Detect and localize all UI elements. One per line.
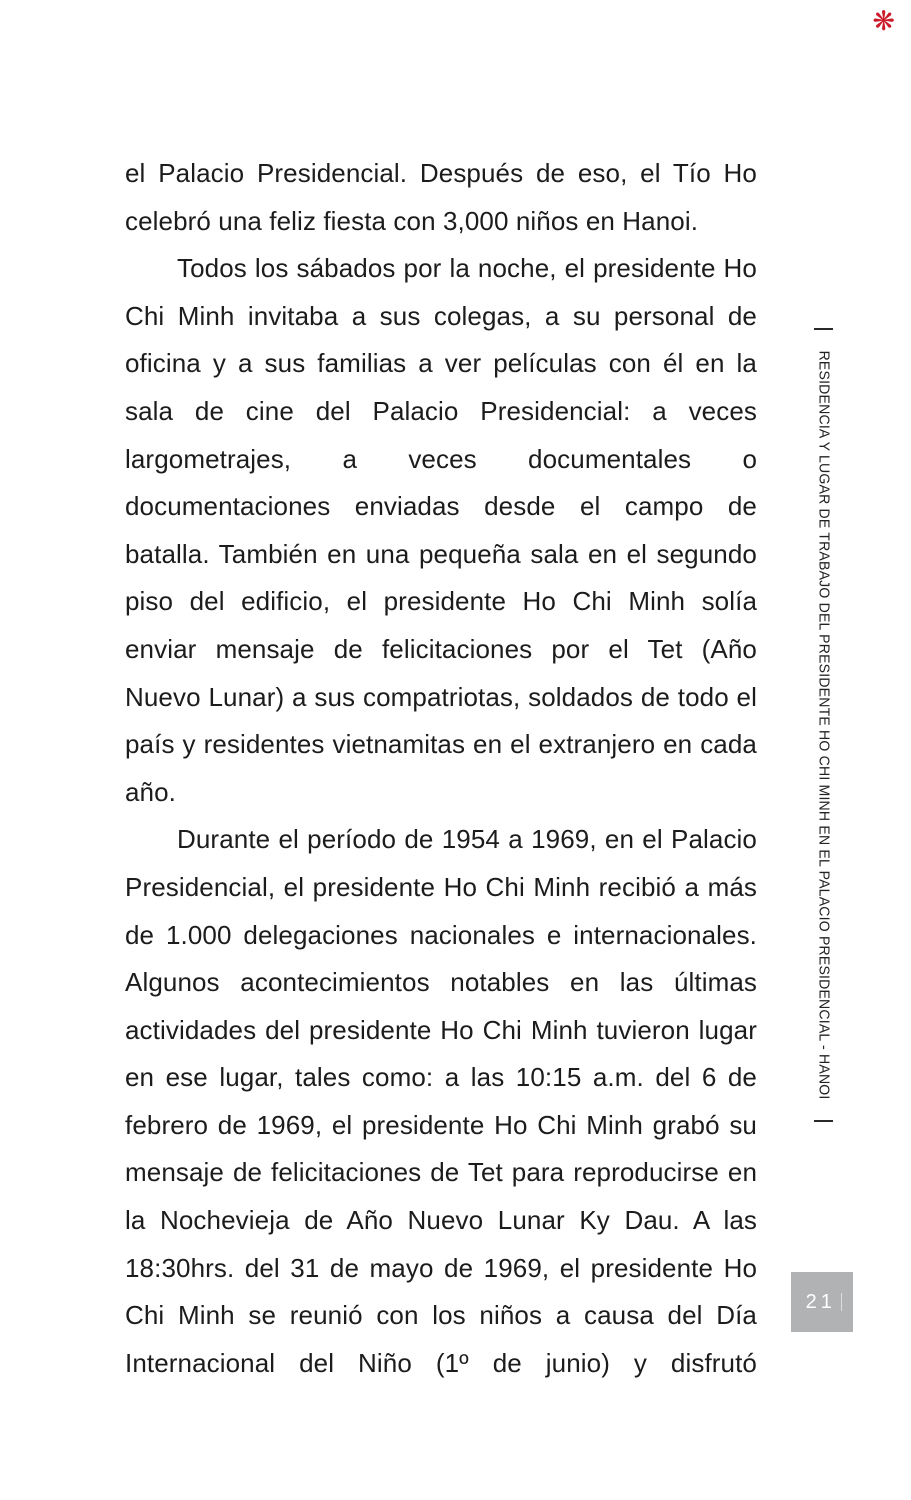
running-head-title: RESIDENCIA Y LUGAR DE TRABAJO DEL PRESIDENTE HO CHI MINH EN EL PALACIO PRESIDENCIAL - HANOI	[815, 350, 832, 1100]
body-paragraph: el Palacio Presidencial. Después de eso, el Tío Ho celebró una feliz fiesta con 3,000 niños en Hanoi.	[125, 158, 757, 236]
rule-top	[814, 328, 833, 330]
flower-ornament-icon: ❋	[872, 6, 895, 36]
body-text	[125, 150, 757, 1387]
page-number-tab	[791, 1272, 853, 1332]
rule-bottom	[814, 1120, 833, 1122]
running-head	[814, 328, 833, 1122]
body-paragraph: Durante el período de 1954 a 1969, en el Palacio Presidencial, el presidente Ho Chi Minh recibió a más de 1.000 delegaciones nacionales e internacionales. Algunos acontecimientos notables en las últimas actividades del presidente Ho Chi Minh tuvieron lugar en ese lugar, tales como: a las 10:15 a.m. del 6 de febrero de 1969, el presidente Ho Chi Minh grabó su mensaje de felicitaciones de Tet para reproducirse en la Nochevieja de Año Nuevo Lunar Ky Dau. A las 18:30hrs. del 31 de mayo de 1969, el presidente Ho Chi Minh se reunió con los niños a causa del Día Internacional del Niño (1º de junio) y disfrutó	[125, 824, 757, 1378]
page-number: 21	[805, 1290, 836, 1313]
body-paragraph: Todos los sábados por la noche, el presidente Ho Chi Minh invitaba a sus colegas, a su personal de oficina y a sus familias a ver películas con él en la sala de cine del Palacio Presidencial: a veces largometrajes, a veces documentales o documentaciones enviadas desde el campo de batalla. También en una pequeña sala en el segundo piso del edificio, el presidente Ho Chi Minh solía enviar mensaje de felicitaciones por el Tet (Año Nuevo Lunar) a sus compatriotas, soldados de todo el país y residentes vietnamitas en el extranjero en cada año.	[125, 253, 757, 807]
page-number-divider	[841, 1293, 843, 1311]
